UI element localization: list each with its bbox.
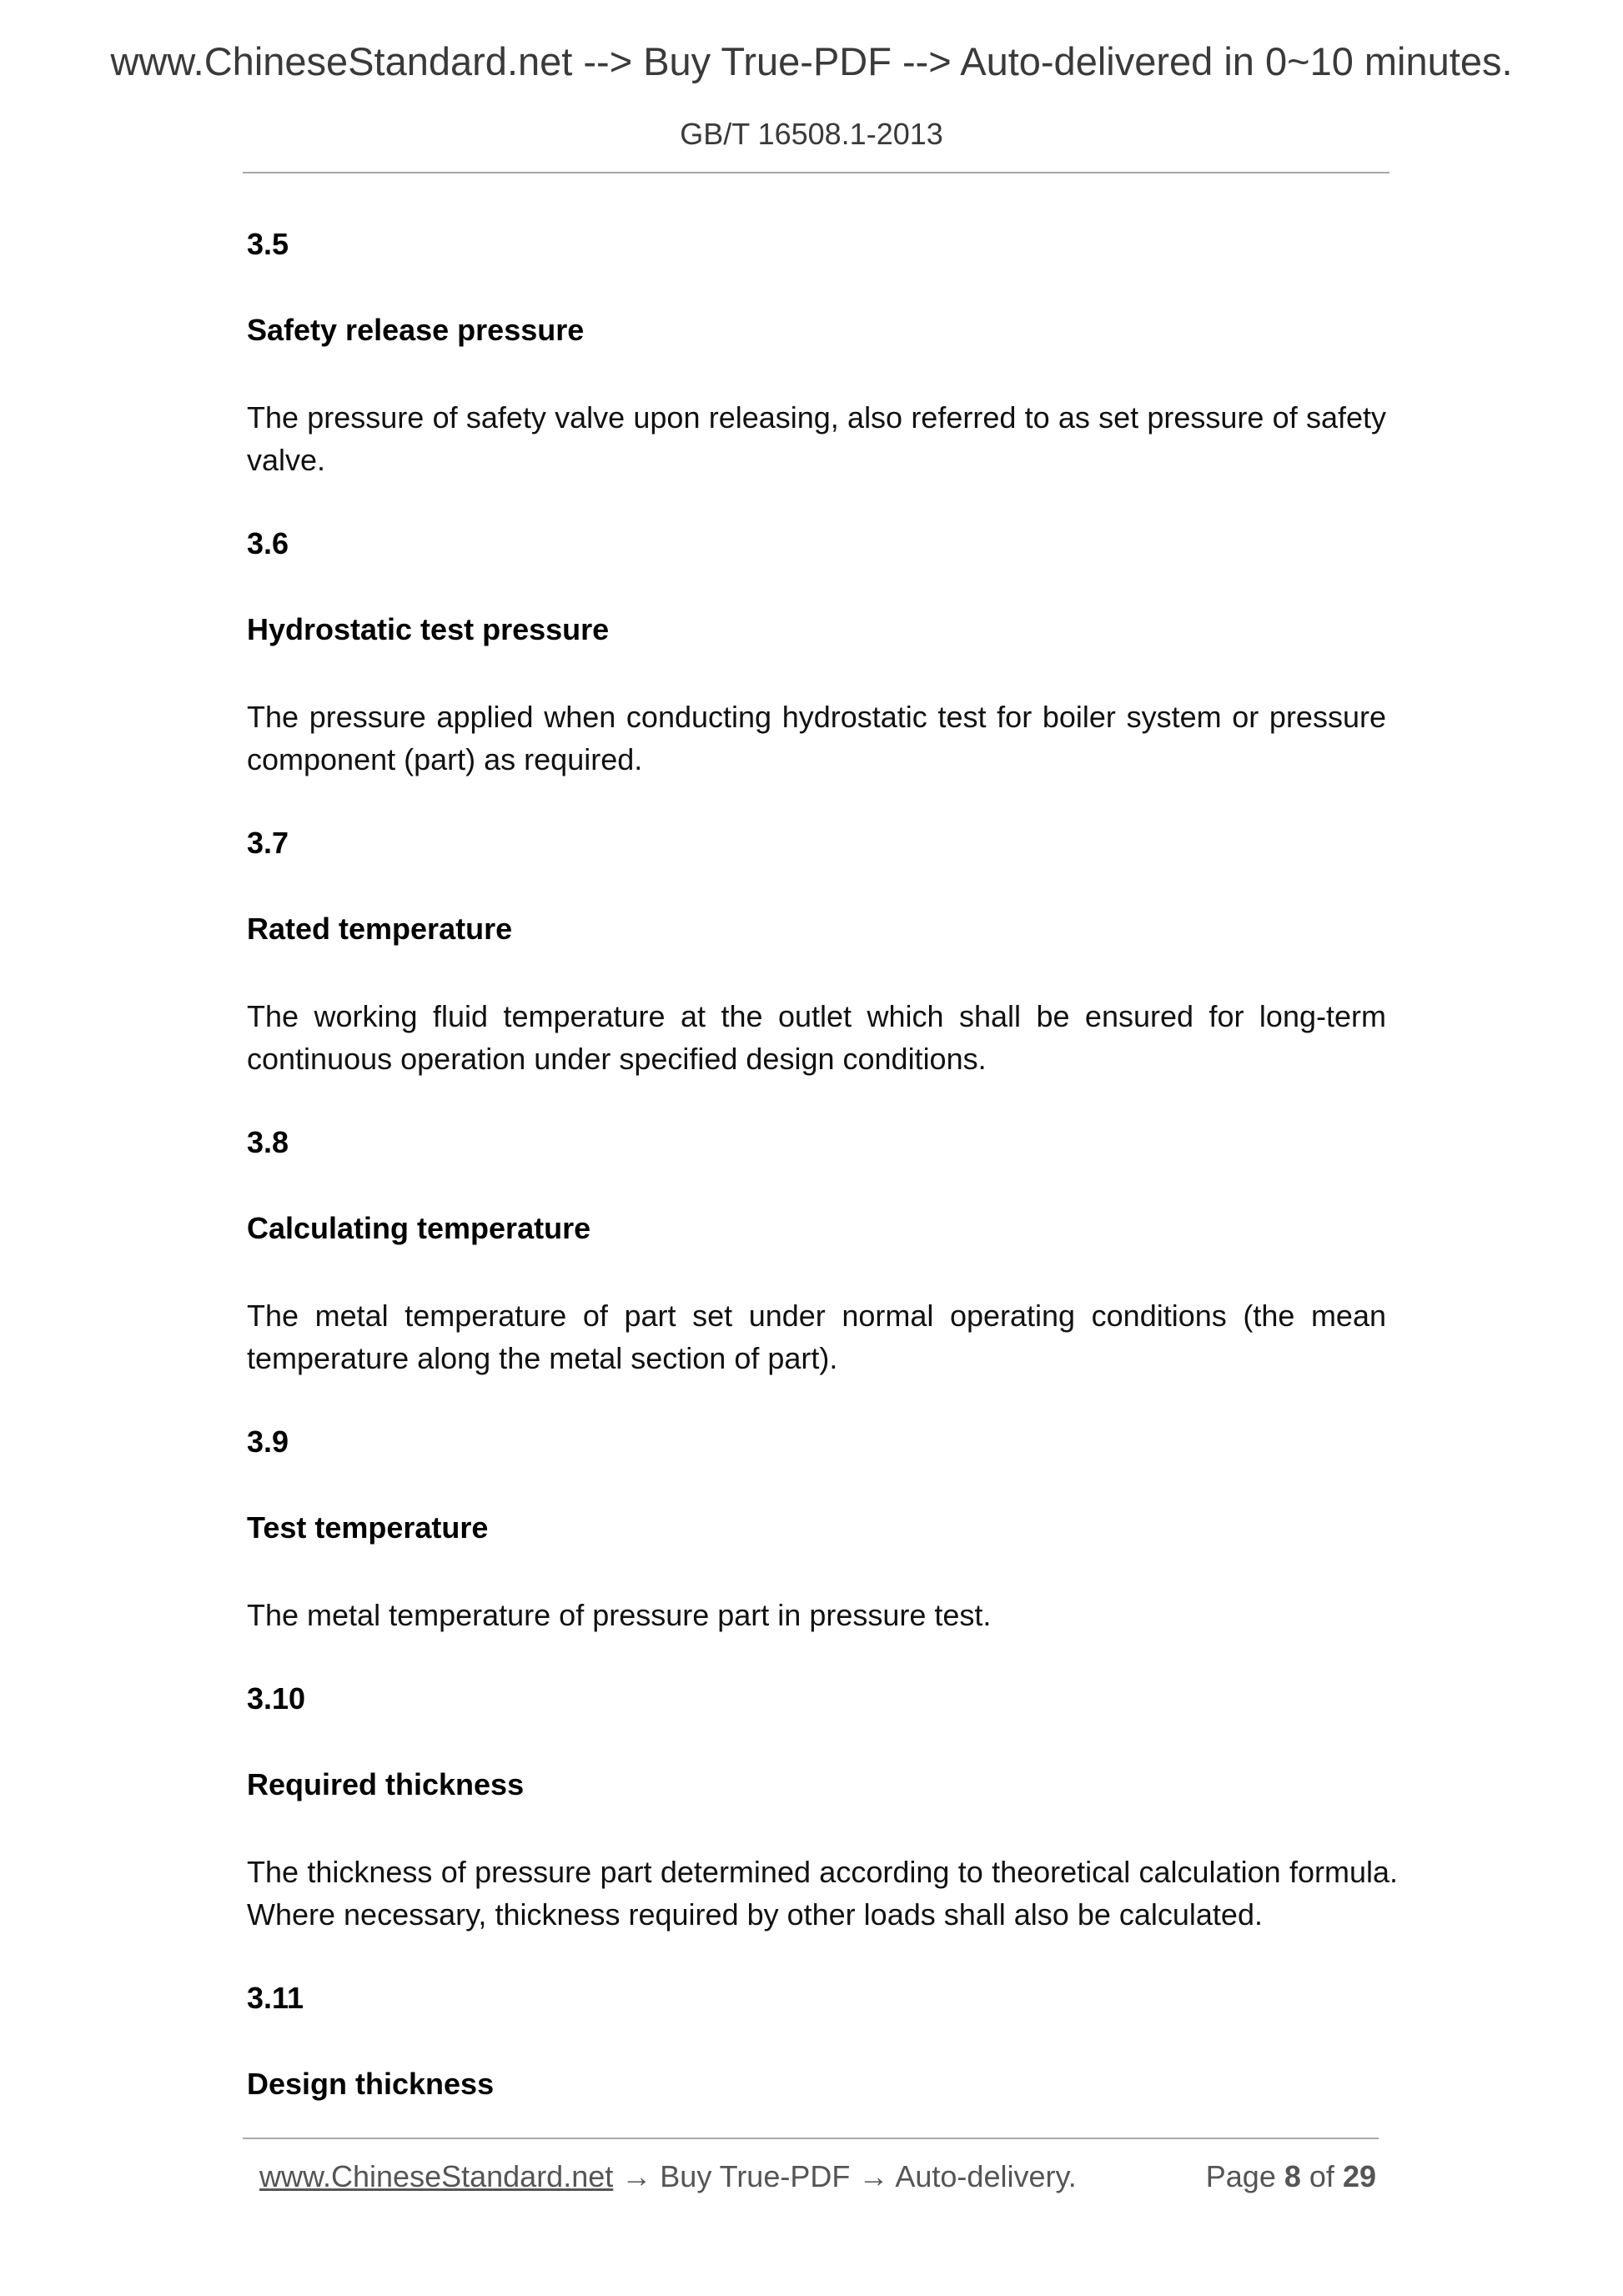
term-definition: The thickness of pressure part determined according to theoretical calculation formula. Where necessary, thickness required by other loads shall also be calculated. [247,1855,1398,1932]
top-banner: www.ChineseStandard.net --> Buy True-PDF --> Auto-delivered in 0~10 minutes. [110,39,1513,83]
page-label: Page [1205,2159,1276,2193]
section-number: 3.5 [247,227,289,261]
term-definition: The pressure of safety valve upon releasing, also referred to as set pressure of safety valve. [247,400,1386,477]
term-title: Required thickness [247,1767,525,1801]
standard-code: GB/T 16508.1-2013 [680,117,943,151]
footer-buy-text: Buy True-PDF [660,2159,851,2193]
term-title: Safety release pressure [247,313,585,347]
section-number: 3.10 [247,1681,306,1716]
header-divider [243,172,1389,173]
section-number: 3.8 [247,1125,289,1159]
of-label: of [1309,2159,1334,2193]
footer-site-link[interactable]: www.ChineseStandard.net [259,2159,614,2193]
page-indicator [1206,2158,1376,2195]
term-title: Calculating temperature [247,1211,591,1245]
footer-divider [243,2138,1379,2139]
term-title: Hydrostatic test pressure [247,612,610,646]
footer-promo [259,2158,1077,2195]
term-title: Rated temperature [247,912,513,946]
section-number: 3.11 [247,1981,304,2015]
arrow-right-icon: → [858,2159,889,2193]
section-number: 3.9 [247,1424,289,1459]
term-title: Test temperature [247,1510,489,1545]
footer-delivery-text: Auto-delivery. [895,2159,1077,2193]
section-number: 3.7 [247,826,289,860]
term-definition: The pressure applied when conducting hydrostatic test for boiler system or pressure component (part) as required. [247,700,1386,776]
page-number: 8 [1284,2159,1301,2193]
term-definition: The working fluid temperature at the outlet which shall be ensured for long-term continuous operation under specified design conditions. [247,999,1386,1076]
term-definition: The metal temperature of pressure part in pressure test. [247,1598,992,1632]
term-title: Design thickness [247,2067,495,2101]
term-definition: The metal temperature of part set under normal operating conditions (the mean temperature along the metal section of part). [247,1299,1386,1375]
section-number: 3.6 [247,526,289,560]
total-pages: 29 [1342,2159,1376,2193]
arrow-right-icon: → [621,2159,652,2193]
